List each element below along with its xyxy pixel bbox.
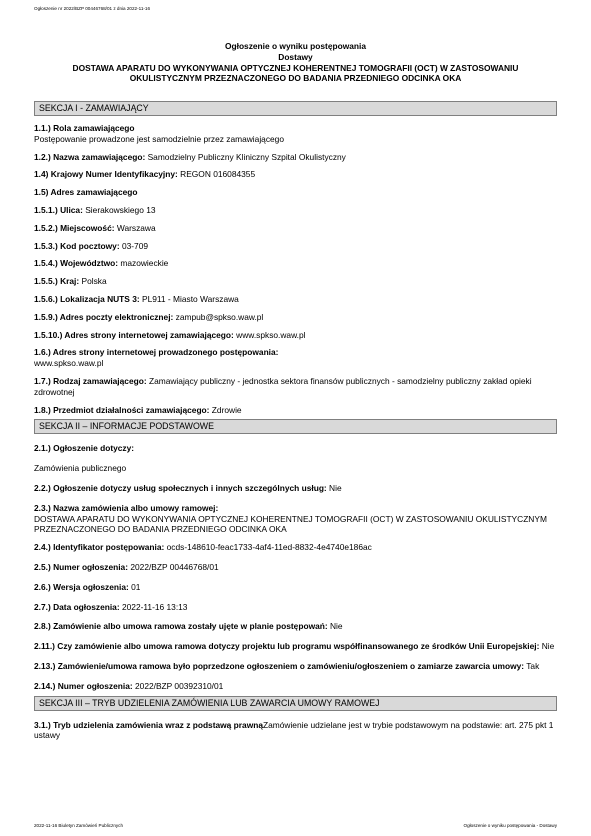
item-value: mazowieckie	[118, 258, 169, 269]
item-label: 2.2.) Ogłoszenie dotyczy usług społecznych i innych szczególnych usług:	[34, 482, 327, 493]
item-2-13	[34, 661, 557, 672]
item-2-8	[34, 621, 557, 632]
section-heading-2: SEKCJA II – INFORMACJE PODSTAWOWE	[34, 419, 557, 434]
item-value: Samodzielny Publiczny Kliniczny Szpital Okulistyczny	[145, 151, 346, 162]
item-value: www.spkso.waw.pl	[34, 358, 104, 369]
item-1-5-9	[34, 312, 557, 323]
item-2-7	[34, 602, 557, 613]
item-value: 01	[128, 581, 141, 592]
item-value: Zamówienie udzielane jest w trybie podstawowym na podstawie: art. 275 pkt 1 ustawy	[34, 719, 554, 741]
item-value: REGON 016084355	[177, 169, 256, 180]
item-3-1	[34, 720, 557, 742]
item-label: 1.5.4.) Województwo:	[34, 258, 119, 269]
item-1-5-2	[34, 223, 557, 234]
item-label: 3.1.) Tryb udzielenia zamówienia wraz z podstawą prawną	[34, 719, 263, 730]
document-title	[34, 41, 557, 84]
item-label: 1.2.) Nazwa zamawiającego:	[34, 151, 146, 162]
item-2-5	[34, 562, 557, 573]
item-value: Nie	[326, 482, 342, 493]
section-heading-1: SEKCJA I - ZAMAWIAJĄCY	[34, 101, 557, 116]
item-label: 1.5.10.) Adres strony internetowej zamawiającego:	[34, 329, 234, 340]
item-value: PL911 - Miasto Warszawa	[139, 293, 239, 304]
title-line-4: OKULISTYCZNYM PRZEZNACZONEGO DO BADANIA PRZEDNIEGO ODCINKA OKA	[129, 73, 462, 84]
item-value: Nie	[539, 641, 555, 652]
item-label: 1.5.1.) Ulica:	[34, 204, 83, 215]
item-1-5-3	[34, 241, 557, 252]
item-value: Zdrowie	[209, 404, 242, 415]
item-value: 2022/BZP 00392310/01	[132, 680, 224, 691]
footer-right: Ogłoszenie o wyniku postępowania - Dostawy	[463, 823, 557, 828]
item-value: zampub@spkso.waw.pl	[173, 311, 264, 322]
item-2-4	[34, 542, 557, 553]
title-line-1: Ogłoszenie o wyniku postępowania	[224, 41, 366, 51]
section-heading-3: SEKCJA III – TRYB UDZIELENIA ZAMÓWIENIA LUB ZAWARCIA UMOWY RAMOWEJ	[34, 696, 557, 711]
item-2-3	[34, 503, 557, 535]
item-2-6	[34, 582, 557, 593]
item-value: Zamówienia publicznego	[34, 463, 127, 474]
item-1-7	[34, 376, 557, 398]
item-2-2	[34, 483, 557, 494]
item-value: ocds-148610-feac1733-4af4-11ed-8832-4e4740e186ac	[164, 542, 372, 553]
item-label: 2.1.) Ogłoszenie dotyczy:	[34, 443, 135, 454]
item-1-6	[34, 347, 557, 369]
item-value: Sierakowskiego 13	[82, 204, 156, 215]
item-2-11	[34, 641, 557, 652]
item-label: 2.4.) Identyfikator postępowania:	[34, 542, 165, 553]
item-value: Tak	[524, 660, 540, 671]
item-1-8	[34, 405, 557, 416]
item-label: 1.4) Krajowy Numer Identyfikacyjny:	[34, 169, 178, 180]
item-label: 2.13.) Zamówienie/umowa ramowa było poprzedzone ogłoszeniem o zamówieniu/ogłoszeniem o zamiarze zawarcia umowy:	[34, 660, 525, 671]
item-1-4	[34, 169, 557, 180]
item-1-5-5	[34, 276, 557, 287]
item-1-5-1	[34, 205, 557, 216]
item-label: 2.6.) Wersja ogłoszenia:	[34, 581, 129, 592]
item-1-5-6	[34, 294, 557, 305]
footer-left: 2022-11-16 Biuletyn Zamówień Publicznych	[34, 823, 124, 828]
item-value: 2022-11-16 13:13	[119, 601, 188, 612]
item-label: 2.5.) Numer ogłoszenia:	[34, 561, 129, 572]
item-value: www.spkso.waw.pl	[233, 329, 306, 340]
item-1-5-4	[34, 258, 557, 269]
item-1-5	[34, 187, 557, 198]
item-label: 1.5.3.) Kod pocztowy:	[34, 240, 120, 251]
item-1-1	[34, 123, 557, 145]
item-label: 1.5) Adres zamawiającego	[34, 187, 138, 198]
item-label: 2.7.) Data ogłoszenia:	[34, 601, 120, 612]
item-value: Nie	[327, 621, 343, 632]
item-value: 2022/BZP 00446768/01	[128, 561, 219, 572]
item-label: 1.5.5.) Kraj:	[34, 276, 80, 287]
item-1-2	[34, 152, 557, 163]
item-value: DOSTAWA APARATU DO WYKONYWANIA OPTYCZNEJ KOHERENTNEJ TOMOGRAFII (OCT) W ZASTOSOWANIU OKULISTYCZNYM PRZEZNACZONEGO DO BADANIA PRZEDNIEGO ODCINKA OKA	[34, 513, 547, 535]
item-value: Warszawa	[114, 222, 156, 233]
header-note: Ogłoszenie nr 2022/BZP 00446768/01 z dnia 2022-11-16	[34, 6, 151, 11]
item-2-14	[34, 681, 557, 692]
item-value: Zamawiający publiczny - jednostka sektora finansów publicznych - samodzielny publiczny zakład opieki zdrowotnej	[34, 375, 532, 397]
item-label: 2.8.) Zamówienie albo umowa ramowa zostały ujęte w planie postępowań:	[34, 621, 328, 632]
item-1-5-10	[34, 330, 557, 341]
item-label: 1.1.) Rola zamawiającego	[34, 123, 135, 133]
item-label: 1.5.2.) Miejscowość:	[34, 222, 115, 233]
item-value: 03-709	[119, 240, 149, 251]
item-label: 2.3.) Nazwa zamówienia albo umowy ramowej:	[34, 502, 219, 513]
document-body	[34, 101, 557, 741]
item-label: 2.14.) Numer ogłoszenia:	[34, 680, 133, 691]
title-line-3: DOSTAWA APARATU DO WYKONYWANIA OPTYCZNEJ KOHERENTNEJ TOMOGRAFII (OCT) W ZASTOSOWANIU	[72, 62, 519, 73]
item-label: 1.6.) Adres strony internetowej prowadzonego postępowania:	[34, 347, 279, 358]
title-line-2: Dostawy	[278, 51, 313, 62]
item-label: 1.5.6.) Lokalizacja NUTS 3:	[34, 293, 140, 304]
item-label: 2.11.) Czy zamówienie albo umowa ramowa dotyczy projektu lub programu współfinansowanego ze środków Unii Europejskiej:	[34, 641, 540, 652]
item-label: 1.5.9.) Adres poczty elektronicznej:	[34, 311, 174, 322]
item-label: 1.7.) Rodzaj zamawiającego:	[34, 375, 147, 386]
item-2-1	[34, 443, 557, 474]
item-label: 1.8.) Przedmiot działalności zamawiającego:	[34, 404, 210, 415]
item-value: Postępowanie prowadzone jest samodzielnie przez zamawiającego	[34, 133, 284, 144]
item-value: Polska	[79, 276, 107, 287]
